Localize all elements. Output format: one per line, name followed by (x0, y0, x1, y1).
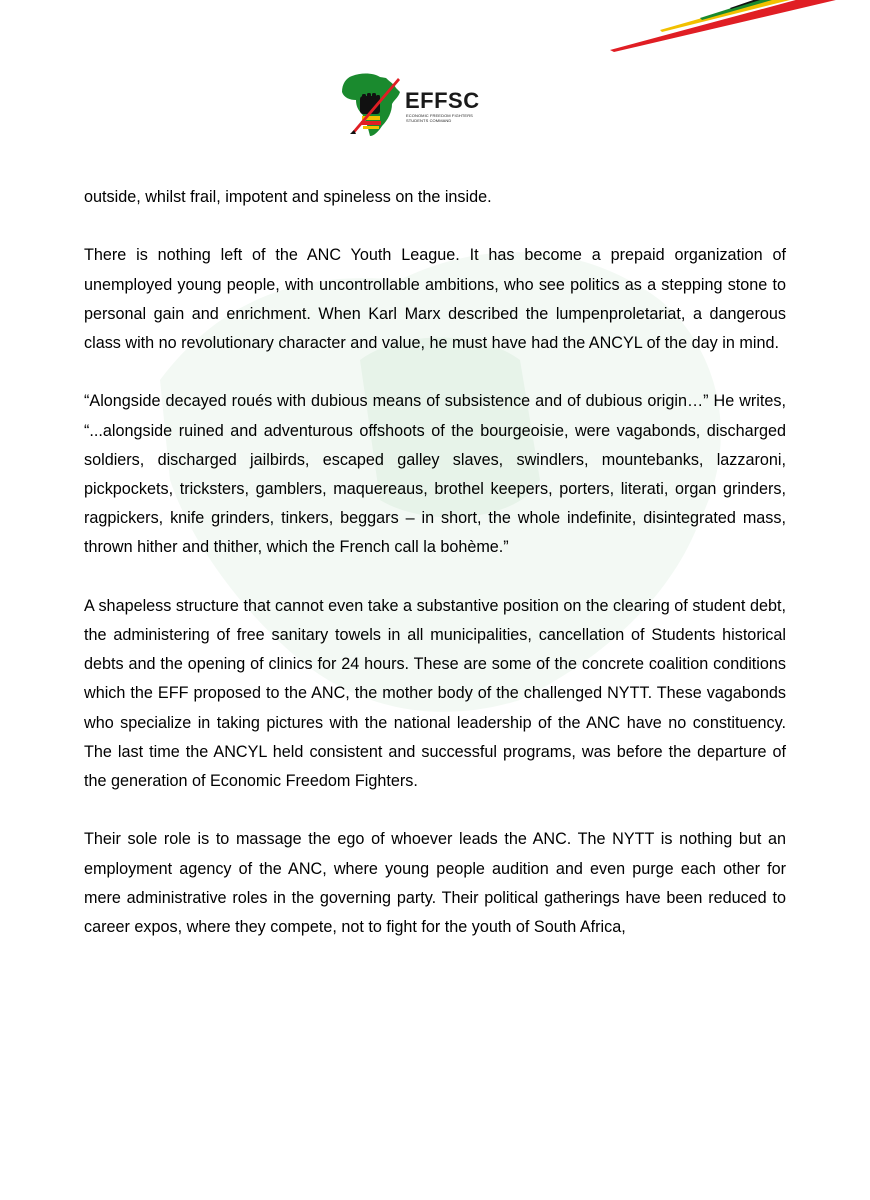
paragraph: “Alongside decayed roués with dubious means of subsistence and of dubious origin…” He writes, “...alongside ruined and adventurous offshoots of the bourgeoisie, were vagabonds, discharged soldiers, discharged jailbirds, escaped galley slaves, swindlers, mountebanks, lazzaroni, pickpockets, tricksters, gamblers, maquereaus, brothel keepers, porters, literati, organ grinders, ragpickers, knife grinders, tinkers, beggars – in short, the whole indefinite, disintegrated mass, thrown hither and thither, which the French call la bohème.” (84, 392, 786, 557)
logo-text: EFFSC (405, 88, 480, 113)
logo-subtitle: ECONOMIC FREEDOM FIGHTERS STUDENTS COMMAND (406, 113, 473, 123)
paragraph: Their sole role is to massage the ego of whoever leads the ANC. The NYTT is nothing but an employment agency of the ANC, where young people audition and even purge each other for mere administrative roles in the governing party. Their political gatherings have been reduced to career expos, where they compete, not to fight for the youth of South Africa, (84, 830, 786, 937)
paragraph: There is nothing left of the ANC Youth League. It has become a prepaid organization of unemployed young people, with uncontrollable ambitions, who see politics as a stepping stone to personal gain and enrichment. When Karl Marx described the lumpenproletariat, a dangerous class with no revolutionary character and value, he must have had the ANCYL of the day in mind. (84, 246, 786, 352)
africa-fist-emblem-icon (338, 70, 410, 140)
corner-stripes-decoration (490, 0, 870, 60)
effsc-logo (338, 70, 538, 140)
paragraph: outside, whilst frail, impotent and spineless on the inside. (84, 188, 492, 206)
paragraph: A shapeless structure that cannot even take a substantive position on the clearing of student debt, the administering of free sanitary towels in all municipalities, cancellation of Students historical debts and the opening of clinics for 24 hours. These are some of the concrete coalition conditions which the EFF proposed to the ANC, the mother body of the challenged NYTT. These vagabonds who specialize in taking pictures with the national leadership of the ANC have no constituency. The last time the ANCYL held consistent and successful programs, was before the departure of the generation of Economic Freedom Fighters. (84, 596, 786, 791)
document-body (84, 183, 786, 971)
